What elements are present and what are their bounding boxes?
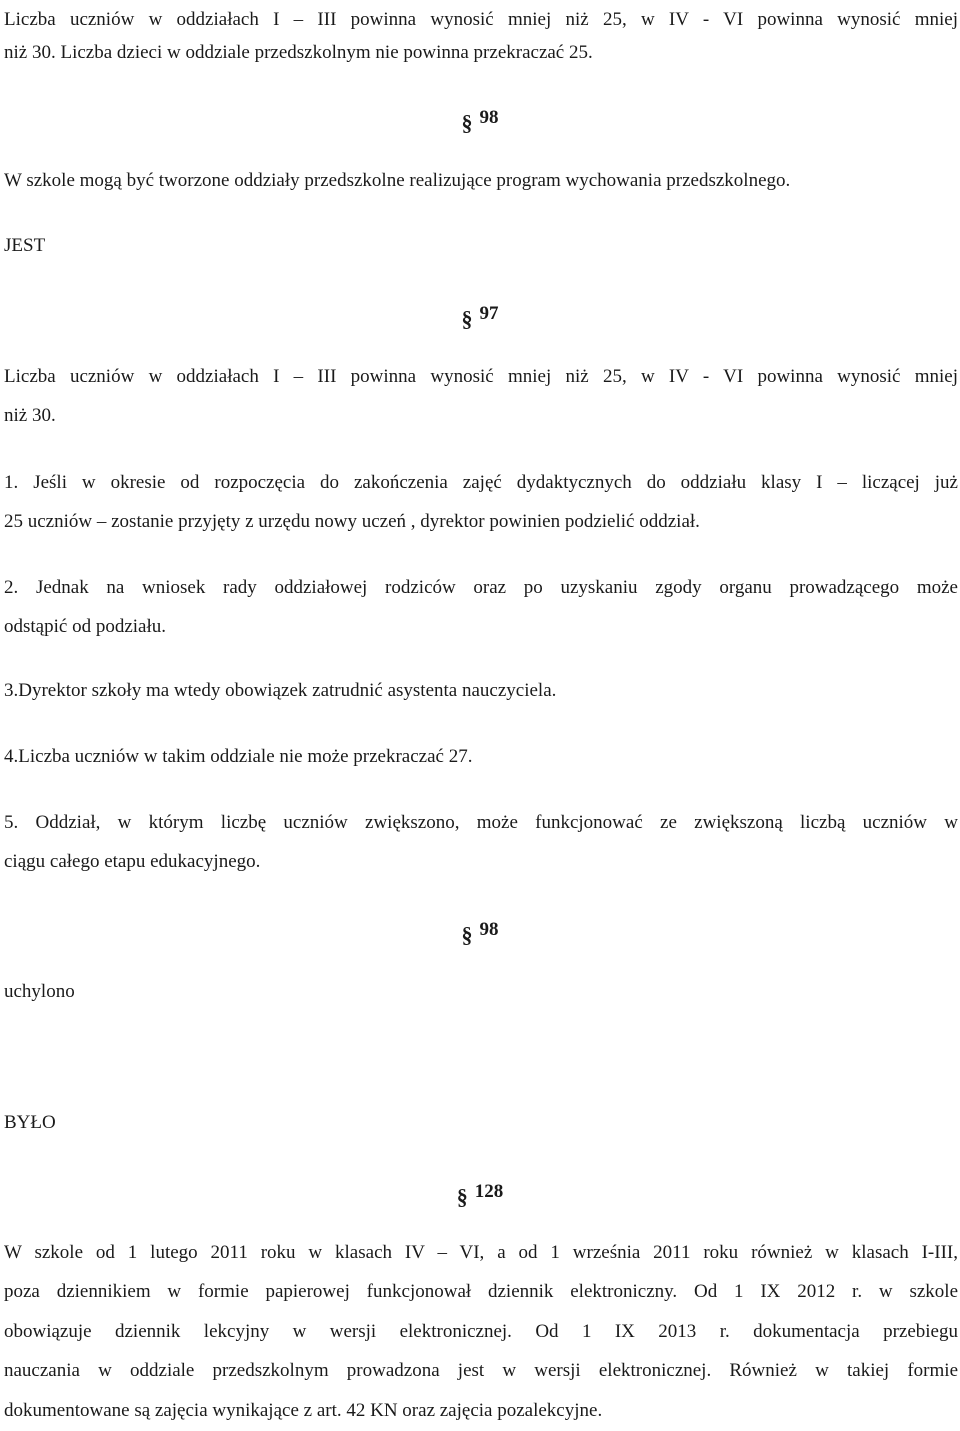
text-line: obowiązuje dziennik lekcyjny w wersji elektronicznej. Od 1 IX 2013 r. dokumentacja przebiegu [4,1321,958,1342]
text-line: ciągu całego etapu edukacyjnego. [4,851,261,872]
text-line: niż 30. [4,405,56,426]
text-line: W szkole od 1 lutego 2011 roku w klasach IV – VI, a od 1 września 2011 roku również w klasach I-III, [4,1242,958,1263]
text-line: dokumentowane są zajęcia wynikające z art. 42 KN oraz zajęcia pozalekcyjne. [4,1400,603,1421]
text-line: 1. Jeśli w okresie od rozpoczęcia do zakończenia zajęć dydaktycznych do oddziału klasy I – liczącej już [4,472,958,493]
text-line: W szkole mogą być tworzone oddziały przedszkolne realizujące program wychowania przedszkolnego. [4,170,791,191]
section-heading [0,1170,960,1212]
section-number: 98 [479,107,499,128]
text-line: odstąpić od podziału. [4,616,166,637]
text-line: nauczania w oddziale przedszkolnym prowadzona jest w wersji elektronicznej. Również w takiej formie [4,1360,958,1381]
section-heading [0,292,960,334]
section-number: 128 [474,1181,504,1202]
text-line: 2. Jednak na wniosek rady oddziałowej rodziców oraz po uzyskaniu zgody organu prowadzącego może [4,577,958,598]
section-number: 98 [479,919,499,940]
section-heading [0,908,960,950]
section-sign: § [461,306,473,331]
text-line: JEST [4,235,46,256]
text-line: BYŁO [4,1112,56,1133]
section-heading [0,96,960,138]
section-number: 97 [479,303,499,324]
text-line: Liczba uczniów w oddziałach I – III powinna wynosić mniej niż 25, w IV - VI powinna wynosić mniej [4,9,958,30]
text-line: 4.Liczba uczniów w takim oddziale nie może przekraczać 27. [4,746,473,767]
text-line: poza dziennikiem w formie papierowej funkcjonował dziennik elektroniczny. Od 1 IX 2012 r. w szkole [4,1281,958,1302]
text-line: 25 uczniów – zostanie przyjęty z urzędu nowy uczeń , dyrektor powinien podzielić oddział. [4,511,700,532]
section-sign: § [456,1184,468,1209]
text-line: 3.Dyrektor szkoły ma wtedy obowiązek zatrudnić asystenta nauczyciela. [4,680,557,701]
section-sign: § [461,922,473,947]
text-line: Liczba uczniów w oddziałach I – III powinna wynosić mniej niż 25, w IV - VI powinna wynosić mniej [4,366,958,387]
text-line: niż 30. Liczba dzieci w oddziale przedszkolnym nie powinna przekraczać 25. [4,42,593,63]
text-line: uchylono [4,981,75,1002]
section-sign: § [461,110,473,135]
text-line: 5. Oddział, w którym liczbę uczniów zwiększono, może funkcjonować ze zwiększoną liczbą uczniów w [4,812,958,833]
